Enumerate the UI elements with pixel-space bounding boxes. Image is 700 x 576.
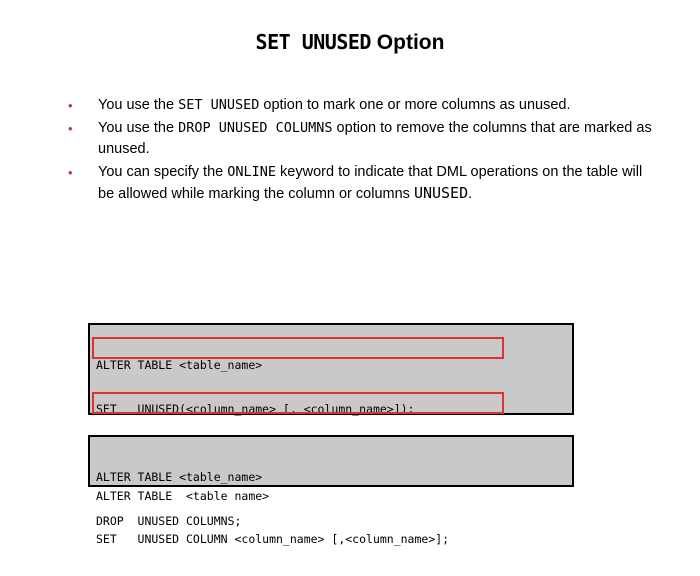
bullet-list: [0, 95, 700, 205]
bullet-3-code-2: UNUSED: [413, 184, 469, 202]
code-line: ALTER TABLE <table name>: [96, 488, 270, 503]
list-item: [62, 95, 652, 116]
code-line: SET UNUSED(<column_name> [, <column_name>]);: [96, 401, 415, 416]
code-block-drop-unused: [88, 435, 574, 528]
code-line: SET UNUSED COLUMN <column_name> [,<column_name>];: [96, 532, 450, 546]
bullet-2-code: DROP UNUSED COLUMNS: [178, 120, 333, 136]
code-line: ALTER TABLE <table_name>: [96, 470, 263, 484]
page-title: [0, 30, 700, 55]
bullet-3-code: ONLINE: [227, 164, 277, 180]
page-title-keyword: SET UNUSED: [255, 30, 371, 54]
list-item: [62, 118, 652, 160]
code-line: ALTER TABLE <table_name>: [96, 358, 263, 372]
code-line: DROP UNUSED COLUMNS;: [96, 513, 242, 528]
bullet-text-3: You can specify the ONLINE keyword to indicate that DML operations on the table will be allowed while marking the column or columns UNUSED.: [98, 164, 643, 202]
bullet-text-1: You use the SET UNUSED option to mark one or more columns as unused.: [98, 97, 571, 113]
bullet-text-2: You use the DROP UNUSED COLUMNS option to remove the columns that are marked as unused.: [98, 120, 652, 157]
page-title-suffix: Option: [370, 31, 445, 54]
bullet-1-code: SET UNUSED: [178, 97, 260, 113]
slide: [0, 30, 700, 546]
list-item: [62, 162, 652, 205]
